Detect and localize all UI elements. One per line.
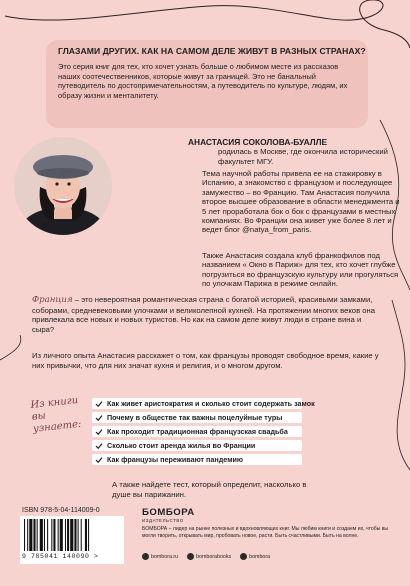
list-item-text: Почему в обществе так важны поцелуйные туры <box>107 413 283 422</box>
list-item-text: Как проходит традиционная французская свадьба <box>107 427 288 436</box>
instagram-icon <box>240 553 247 560</box>
globe-icon <box>142 553 149 560</box>
social-instagram[interactable]: bombora <box>240 553 270 560</box>
author-bio-paragraph-1: Тема научной работы привела ее на стажировку в Испанию, а знакомство с французом и последующее замужество – во Францию. Там Анастасия получила второе высшее образование в области менеджмента и 5 лет проработала бок о бок с французами в местных компаниях. Во Франции она живет уже более 8 лет и ведет блог @natya_from_paris. <box>202 169 400 235</box>
experience-paragraph: Из личного опыта Анастасия расскажет о том, как французы проводят свободное время, какие у них привычки, что для них значат кухня и религия, и о многом другом. <box>32 351 379 370</box>
author-name: АНАСТАСИЯ СОКОЛОВА-БУАЛЛЕ <box>188 137 328 147</box>
author-born: родилась в Москве, где окончила исторический факультет МГУ. <box>218 147 388 166</box>
check-icon <box>95 456 103 464</box>
series-description: Это серия книг для тех, кто хочет узнать больше о любимом месте из рассказов наших соотечественников, которые живут за границей. Это не банальный путеводитель по достопримечательностям, а путеводитель по культуре, людям, их образу жизни и менталитету. <box>58 62 348 100</box>
check-icon <box>95 414 103 422</box>
list-item <box>92 412 302 423</box>
social-website[interactable]: bombora.ru <box>142 553 178 560</box>
series-title: ГЛАЗАМИ ДРУГИХ. КАК НА САМОМ ДЕЛЕ ЖИВУТ В РАЗНЫХ СТРАНАХ? <box>58 46 366 56</box>
list-item-text: Как живет аристократия и сколько стоит содержать замок <box>107 399 315 408</box>
topics-list <box>92 398 315 468</box>
list-item-text: Сколько стоит аренда жилья во Франции <box>107 441 256 450</box>
social-vk[interactable]: bomborabooks <box>187 553 231 560</box>
list-item <box>92 426 302 437</box>
check-icon <box>95 400 103 408</box>
list-item <box>92 454 302 465</box>
author-portrait <box>14 137 112 235</box>
from-book-heading: Из книги вы узнаете: <box>30 394 82 435</box>
france-text: – это невероятная романтическая страна с богатой историей, красивыми замками, соборами, средневековыми улочками и великолепной кухней. На протяжении многих веков она привлекала все новых и новых туристов. Но как на самом деле живут люди в стране вина и сыра? <box>32 295 376 334</box>
series-description-box <box>46 40 368 128</box>
vk-icon <box>187 553 194 560</box>
list-item <box>92 440 302 451</box>
test-paragraph: А также найдете тест, который определит, насколько в душе вы парижанин. <box>112 480 307 499</box>
france-paragraph <box>32 295 382 334</box>
publisher-note: БОМБОРА – лидер на рынке полезных и вдохновляющих книг. Мы любим книги и создаем их, чтобы вы могли творить, открывать мир, пробовать новое, расти. Быть счастливыми. Быть на волне. <box>142 526 389 539</box>
publisher-logo: БОМБОРА <box>142 507 195 518</box>
barcode-digits: 9 785041 140090 > <box>22 553 99 560</box>
list-item <box>92 398 315 409</box>
author-bio-paragraph-2: Также Анастасия создала клуб франкофилов под названием « Окно в Париж» для тех, кто хочет глубже погрузиться во французскую культуру или прогуляться по улочкам Парижа в режиме онлайн. <box>202 251 399 289</box>
check-icon <box>95 442 103 450</box>
publisher-socials <box>142 553 270 560</box>
isbn-label: ISBN 978-5-04-114009-0 <box>22 507 100 514</box>
list-item-text: Как французы переживают пандемию <box>107 455 244 464</box>
france-word: Франция <box>32 295 73 305</box>
check-icon <box>95 428 103 436</box>
publisher-logo-subtitle: ИЗДАТЕЛЬСТВО <box>142 518 184 523</box>
